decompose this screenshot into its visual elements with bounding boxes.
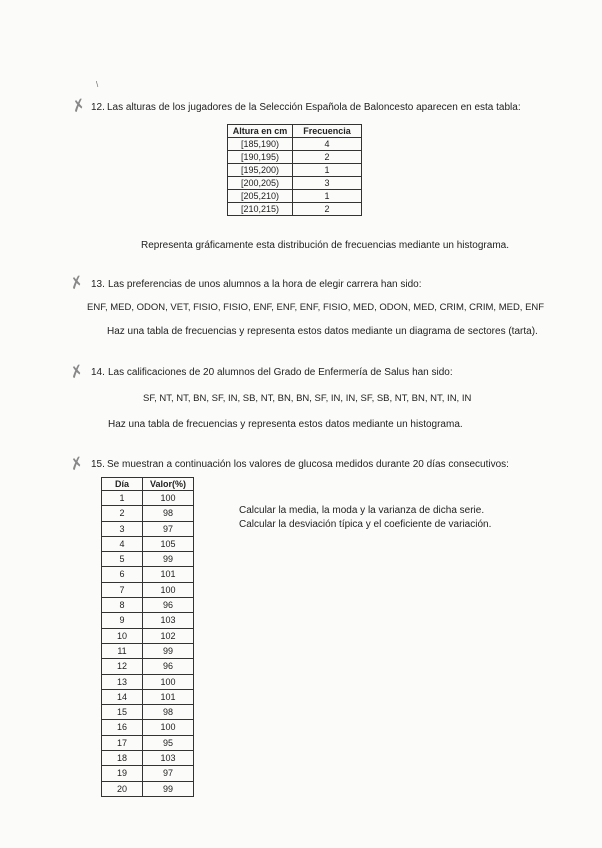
cell-day: 2: [102, 506, 143, 521]
cell-day: 11: [102, 643, 143, 658]
cell-frequency: 2: [293, 151, 362, 164]
cell-value: 99: [143, 552, 194, 567]
cell-value: 100: [143, 674, 194, 689]
table-row: [102, 536, 194, 551]
cell-frequency: 4: [293, 138, 362, 151]
cell-day: 5: [102, 552, 143, 567]
cell-day: 10: [102, 628, 143, 643]
q12-frequency-table: [227, 124, 362, 216]
cell-value: 100: [143, 582, 194, 597]
top-pen-mark: \: [96, 80, 99, 89]
q15-glucose-table: [101, 477, 194, 797]
table-row: [102, 766, 194, 781]
cell-frequency: 3: [293, 177, 362, 190]
table-row: [102, 598, 194, 613]
pen-check-icon: ✗: [67, 452, 86, 475]
pen-check-icon: ✗: [67, 271, 86, 294]
cell-day: 12: [102, 659, 143, 674]
table-row: [228, 138, 362, 151]
q12-instruction: Representa gráficamente esta distribución de frecuencias mediante un histograma.: [141, 240, 509, 251]
table-row: [102, 567, 194, 582]
table-row: [102, 613, 194, 628]
header-valor: Valor(%): [143, 478, 194, 491]
header-altura: Altura en cm: [228, 125, 293, 138]
cell-value: 96: [143, 598, 194, 613]
cell-value: 103: [143, 613, 194, 628]
pen-check-icon: ✗: [69, 94, 88, 117]
cell-frequency: 1: [293, 190, 362, 203]
cell-frequency: 1: [293, 164, 362, 177]
cell-value: 101: [143, 567, 194, 582]
table-row: [228, 190, 362, 203]
cell-value: 101: [143, 689, 194, 704]
table-row: [228, 177, 362, 190]
cell-value: 100: [143, 491, 194, 506]
cell-frequency: 2: [293, 203, 362, 216]
cell-value: 97: [143, 521, 194, 536]
cell-value: 100: [143, 720, 194, 735]
cell-interval: [200,205): [228, 177, 293, 190]
q13-number: 13.: [91, 279, 105, 290]
q15-text: Se muestran a continuación los valores de glucosa medidos durante 20 días consecutivos:: [107, 459, 509, 470]
cell-day: 16: [102, 720, 143, 735]
cell-value: 102: [143, 628, 194, 643]
table-row: [102, 659, 194, 674]
q14-data-line: SF, NT, NT, BN, SF, IN, SB, NT, BN, BN, SF, IN, IN, SF, SB, NT, BN, NT, IN, IN: [143, 393, 472, 404]
table-row: [228, 203, 362, 216]
cell-value: 96: [143, 659, 194, 674]
table-row: [102, 552, 194, 567]
table-row: [102, 735, 194, 750]
q13-instruction: Haz una tabla de frecuencias y representa estos datos mediante un diagrama de sectores (tarta).: [107, 326, 538, 337]
q12-text: Las alturas de los jugadores de la Selección Española de Baloncesto aparecen en esta tabla:: [107, 102, 521, 113]
cell-value: 99: [143, 781, 194, 796]
header-dia: Día: [102, 478, 143, 491]
cell-day: 9: [102, 613, 143, 628]
table-row: [102, 582, 194, 597]
cell-day: 7: [102, 582, 143, 597]
table-row: [102, 643, 194, 658]
cell-interval: [190,195): [228, 151, 293, 164]
cell-value: 97: [143, 766, 194, 781]
table-row: [228, 151, 362, 164]
table-row: [102, 628, 194, 643]
cell-day: 6: [102, 567, 143, 582]
q14-number: 14.: [91, 367, 105, 378]
cell-day: 4: [102, 536, 143, 551]
table-row: [102, 506, 194, 521]
cell-interval: [195,200): [228, 164, 293, 177]
header-frecuencia: Frecuencia: [293, 125, 362, 138]
cell-day: 14: [102, 689, 143, 704]
cell-day: 15: [102, 705, 143, 720]
q14-text: Las calificaciones de 20 alumnos del Grado de Enfermería de Salus han sido:: [108, 367, 453, 378]
q13-data-line: ENF, MED, ODON, VET, FISIO, FISIO, ENF, ENF, ENF, FISIO, MED, ODON, MED, CRIM, CRIM, MED, ENF: [87, 302, 545, 313]
cell-day: 3: [102, 521, 143, 536]
cell-day: 13: [102, 674, 143, 689]
table-header-row: [228, 125, 362, 138]
table-row: [102, 705, 194, 720]
cell-day: 1: [102, 491, 143, 506]
cell-interval: [185,190): [228, 138, 293, 151]
q15-instruction-1: Calcular la media, la moda y la varianza de dicha serie.: [239, 505, 485, 516]
cell-value: 95: [143, 735, 194, 750]
table-row: [102, 781, 194, 796]
cell-value: 98: [143, 506, 194, 521]
table-row: [102, 689, 194, 704]
q12-number: 12.: [91, 102, 105, 113]
pen-check-icon: ✗: [67, 360, 86, 383]
q15-number: 15.: [91, 459, 105, 470]
table-row: [102, 491, 194, 506]
cell-interval: [205,210): [228, 190, 293, 203]
table-row: [102, 751, 194, 766]
cell-value: 99: [143, 643, 194, 658]
table-row: [102, 720, 194, 735]
table-row: [228, 164, 362, 177]
q14-instruction: Haz una tabla de frecuencias y representa estos datos mediante un histograma.: [108, 419, 463, 430]
cell-day: 17: [102, 735, 143, 750]
table-row: [102, 521, 194, 536]
q15-instruction-2: Calcular la desviación típica y el coeficiente de variación.: [239, 519, 492, 530]
cell-day: 20: [102, 781, 143, 796]
cell-value: 103: [143, 751, 194, 766]
cell-value: 105: [143, 536, 194, 551]
cell-interval: [210,215): [228, 203, 293, 216]
cell-value: 98: [143, 705, 194, 720]
table-row: [102, 674, 194, 689]
cell-day: 8: [102, 598, 143, 613]
cell-day: 18: [102, 751, 143, 766]
cell-day: 19: [102, 766, 143, 781]
q13-text: Las preferencias de unos alumnos a la hora de elegir carrera han sido:: [108, 279, 422, 290]
table-header-row: [102, 478, 194, 491]
